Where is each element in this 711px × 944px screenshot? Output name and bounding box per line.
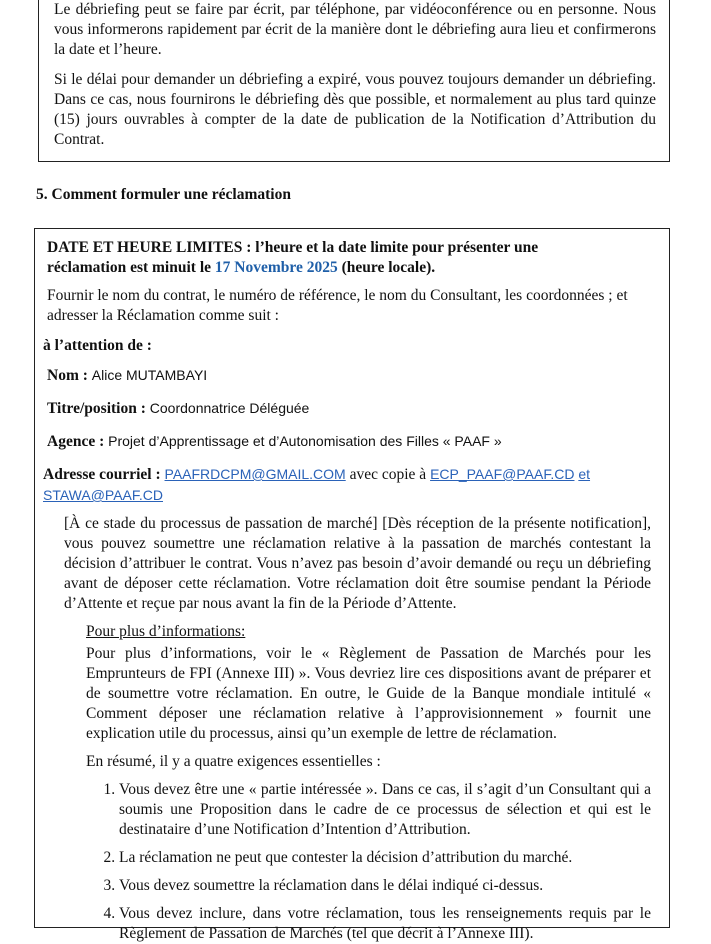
- name-label: Nom :: [47, 367, 88, 384]
- complaint-box: [34, 228, 670, 942]
- email-copy-text: avec copie à: [349, 466, 427, 483]
- more-info-heading: Pour plus d’informations:: [86, 623, 246, 640]
- section-heading: 5. Comment formuler une réclamation: [36, 186, 291, 203]
- deadline-date: 17 Novembre 2025: [214, 259, 338, 276]
- deadline-lead: DATE ET HEURE LIMITES : l’heure et la date limite pour présenter une réclamation est minuit le: [47, 239, 539, 276]
- attention-label: à l’attention de :: [43, 337, 152, 354]
- agency-label: Agence :: [47, 433, 105, 450]
- name-field: [47, 365, 657, 386]
- title-value: Coordonnatrice Déléguée: [149, 400, 310, 416]
- debriefing-paragraph-2: Si le délai pour demander un débriefing a expiré, vous pouvez toujours demander un débriefing. Dans ce cas, nous fournirons le débriefing dès que possible, et normalement au plus tard quinze (15) jours ouvrables à compter de la date de publication de la Notification d’Attribution du Contrat.: [54, 71, 656, 148]
- agency-value: Projet d’Apprentissage et d’Autonomisation des Filles « PAAF »: [108, 433, 502, 449]
- debriefing-paragraph-1: Le débriefing peut se faire par écrit, par téléphone, par vidéoconférence ou en personne. Nous vous informerons rapidement par écrit de la manière dont le débriefing aura lieu et confirmerons la date et l’heure.: [54, 1, 656, 58]
- agency-field: [47, 431, 657, 452]
- deadline-statement: [47, 238, 617, 278]
- email-label: Adresse courriel :: [43, 466, 161, 483]
- more-info-paragraph: Pour plus d’informations, voir le « Règlement de Passation de Marchés pour les Emprunteurs de FPI (Annexe III) ». Vous devriez lire ces dispositions avant de préparer et de soumettre votre réclamation. En outre, le Guide de la Banque mondiale intitulé « Comment déposer une réclamation relative à l’approvisionnement » fournit une explication utile du processus, ainsi qu’un exemple de lettre de réclamation.: [86, 645, 651, 742]
- list-item: 2. La réclamation ne peut que contester la décision d’attribution du marché.: [119, 848, 651, 868]
- summary-text: En résumé, il y a quatre exigences essentielles :: [86, 753, 381, 770]
- list-item: 1. Vous devez être une « partie intéressée ». Dans ce cas, il s’agit d’un Consultant qui a soumis une Proposition dans le cadre de ce processus de sélection et qui est le destinataire d’une Notification d’Intention d’Attribution.: [119, 780, 651, 840]
- email-link-primary[interactable]: PAAFRDCPM@GMAIL.COM: [164, 466, 346, 482]
- email-link-copy1[interactable]: ECP_PAAF@PAAF.CD: [430, 466, 575, 482]
- email-and-text: et: [578, 466, 591, 482]
- email-link-copy2[interactable]: STAWA@PAAF.CD: [43, 487, 163, 503]
- list-item: 3. Vous devez soumettre la réclamation dans le délai indiqué ci-dessus.: [119, 876, 651, 896]
- requirements-list: [35, 780, 651, 944]
- deadline-tail: (heure locale).: [341, 259, 436, 276]
- title-label: Titre/position :: [47, 400, 146, 417]
- email-field: [43, 464, 659, 506]
- intro-text: Fournir le nom du contrat, le numéro de référence, le nom du Consultant, les coordonnées ; et adresser la Réclamation comme suit :: [47, 287, 628, 324]
- notice-paragraph: [À ce stade du processus de passation de marché] [Dès réception de la présente notification], vous pouvez soumettre une réclamation relative à la passation de marchés contestant la décision d’attribuer le contrat. Vous n’avez pas besoin d’avoir demandé ou reçu un débriefing avant de déposer cette réclamation. Votre réclamation doit être soumise pendant la Période d’Attente et reçue par nous avant la fin de la Période d’Attente.: [64, 515, 651, 612]
- name-value: Alice MUTAMBAYI: [91, 367, 208, 383]
- title-field: [47, 398, 657, 419]
- list-item: 4. Vous devez inclure, dans votre réclamation, tous les renseignements requis par le Règlement de Passation de Marchés (tel que décrit à l’Annexe III).: [119, 904, 651, 944]
- debriefing-box: [38, 0, 670, 162]
